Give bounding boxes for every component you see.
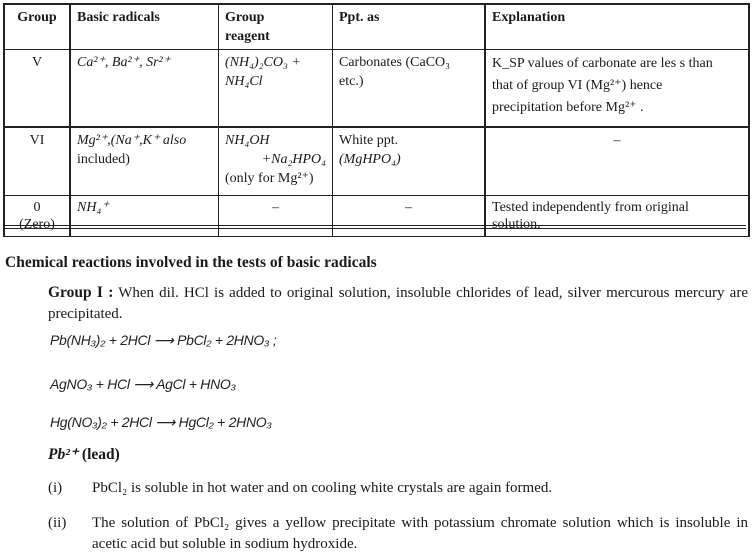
table-bottom-double-rule (3, 225, 746, 229)
radicals-cell: NH₄⁺ (70, 196, 219, 237)
group-cell: VI (4, 127, 70, 196)
explanation-cell: Tested independently from original solution. (485, 196, 749, 237)
ppt-cell: – (333, 196, 486, 237)
table-row (4, 127, 749, 196)
equation-mercury: Hg(NO₃)₂ + 2HCl ⟶ HgCl₂ + 2HNO₃ (50, 414, 272, 430)
header-group-reagent: Group reagent (219, 4, 333, 50)
radicals-cell: Ca²⁺, Ba²⁺, Sr²⁺ (70, 50, 219, 128)
equation-silver: AgNO₃ + HCl ⟶ AgCl + HNO₃ (50, 376, 236, 392)
table-row (4, 50, 749, 128)
header-group: Group (4, 4, 70, 50)
lead-subheading (48, 445, 120, 464)
explanation-cell: K_SP values of carbonate are les s than that of group VI (Mg²⁺) hence precipitation before Mg²⁺ . (485, 50, 749, 128)
list-item-number: (ii) (48, 515, 67, 531)
reagent-cell: – (219, 196, 333, 237)
reagent-cell: NH₄OH +Na₂HPO₄ (only for Mg²⁺) (219, 127, 333, 196)
table-header-row (4, 4, 749, 50)
list-item-number: (i) (48, 480, 63, 496)
equation-lead: Pb(NH₃)₂ + 2HCl ⟶ PbCl₂ + 2HNO₃ ; (50, 332, 277, 348)
lead-name: (lead) (81, 446, 120, 463)
list-item-text: PbCl₂ is soluble in hot water and on cooling white crystals are again formed. (92, 480, 553, 496)
group-cell: V (4, 50, 70, 128)
header-basic-radicals: Basic radicals (70, 4, 219, 50)
basic-radicals-table (3, 3, 750, 237)
ppt-cell: Carbonates (CaCO₃ etc.) (333, 50, 486, 128)
reagent-cell: (NH₄)₂CO₃ + NH₄Cl (219, 50, 333, 128)
group1-label: Group I : (48, 284, 114, 301)
group1-text: When dil. HCl is added to original solution, insoluble chlorides of lead, silver mercurous mercury are precipitated. (48, 285, 748, 322)
explanation-cell: – (485, 127, 749, 196)
group1-paragraph (48, 282, 748, 325)
header-ppt-as: Ppt. as (333, 4, 486, 50)
group-cell: 0 (Zero) (4, 196, 70, 237)
ppt-cell: White ppt. (MgHPO₄) (333, 127, 486, 196)
lead-ion: Pb²⁺ (48, 446, 79, 463)
radicals-cell: Mg²⁺,(Na⁺,K⁺ also included) (70, 127, 219, 196)
list-item-text: The solution of PbCl₂ gives a yellow precipitate with potassium chromate solution which is insoluble in acetic acid but soluble in sodium hydroxide. (92, 515, 748, 552)
section-heading: Chemical reactions involved in the tests of basic radicals (5, 254, 377, 271)
table-row (4, 196, 749, 237)
header-explanation: Explanation (485, 4, 749, 50)
